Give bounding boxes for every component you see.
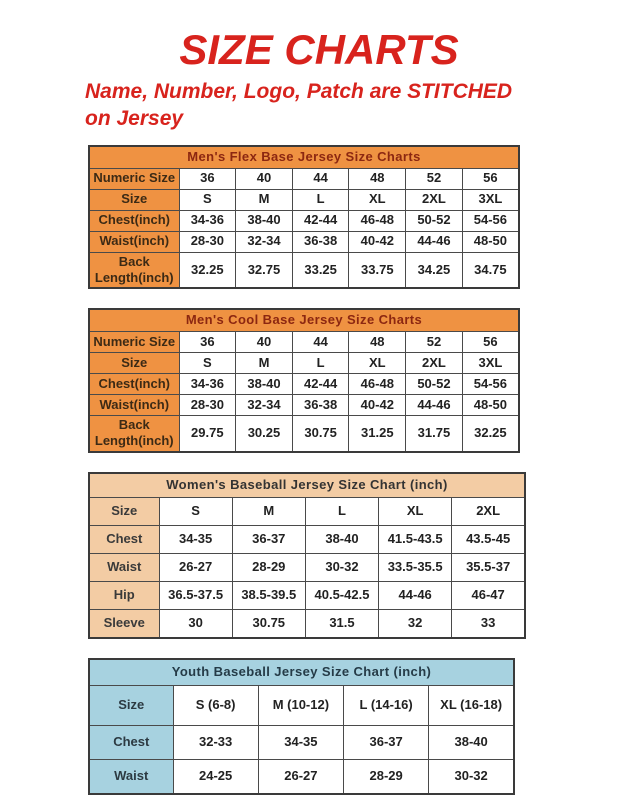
size-value-cell: S xyxy=(159,497,232,525)
table-title-row xyxy=(89,309,519,332)
size-value-cell: 36-38 xyxy=(292,395,349,416)
size-value-cell: 32.25 xyxy=(462,416,519,452)
size-value-cell: 30.75 xyxy=(292,416,349,452)
size-value-cell: 46-47 xyxy=(452,581,525,609)
size-value-cell: XL (16-18) xyxy=(429,685,514,725)
size-value-cell: 38-40 xyxy=(236,210,293,231)
size-value-cell: 31.75 xyxy=(406,416,463,452)
size-table-youth xyxy=(88,658,515,795)
size-value-cell: 34.25 xyxy=(406,252,463,288)
size-value-cell: 36-37 xyxy=(344,725,429,759)
size-value-cell: 48-50 xyxy=(462,395,519,416)
size-value-cell: 52 xyxy=(406,168,463,189)
size-value-cell: 34-35 xyxy=(258,725,343,759)
table-row xyxy=(89,252,519,288)
size-value-cell: 36 xyxy=(179,332,236,353)
size-value-cell: 38.5-39.5 xyxy=(232,581,305,609)
size-value-cell: 26-27 xyxy=(258,759,343,794)
size-value-cell: 46-48 xyxy=(349,374,406,395)
size-value-cell: 28-29 xyxy=(232,553,305,581)
size-value-cell: M (10-12) xyxy=(258,685,343,725)
row-label: Chest xyxy=(89,525,159,553)
size-value-cell: S xyxy=(179,353,236,374)
size-value-cell: 24-25 xyxy=(173,759,258,794)
size-value-cell: M xyxy=(232,497,305,525)
size-value-cell: 40 xyxy=(236,332,293,353)
size-value-cell: 34-36 xyxy=(179,210,236,231)
size-tables-container xyxy=(88,145,638,795)
size-value-cell: 32.25 xyxy=(179,252,236,288)
table-row xyxy=(89,168,519,189)
table-title: Women's Baseball Jersey Size Chart (inch) xyxy=(89,473,525,498)
table-row xyxy=(89,353,519,374)
size-value-cell: 56 xyxy=(462,168,519,189)
size-value-cell: L xyxy=(305,497,378,525)
size-value-cell: 44 xyxy=(292,168,349,189)
size-value-cell: 31.25 xyxy=(349,416,406,452)
size-value-cell: 36.5-37.5 xyxy=(159,581,232,609)
table-row xyxy=(89,525,525,553)
size-table-womens xyxy=(88,472,526,639)
row-label: Hip xyxy=(89,581,159,609)
table-row xyxy=(89,395,519,416)
size-value-cell: 3XL xyxy=(462,189,519,210)
row-label: Chest(inch) xyxy=(89,374,179,395)
size-value-cell: 32.75 xyxy=(236,252,293,288)
size-value-cell: 48 xyxy=(349,332,406,353)
size-value-cell: 28-30 xyxy=(179,231,236,252)
size-value-cell: 54-56 xyxy=(462,374,519,395)
size-value-cell: 40 xyxy=(236,168,293,189)
size-value-cell: 48-50 xyxy=(462,231,519,252)
row-label: Sleeve xyxy=(89,609,159,638)
size-value-cell: 42-44 xyxy=(292,210,349,231)
size-value-cell: 40-42 xyxy=(349,395,406,416)
size-value-cell: 34-36 xyxy=(179,374,236,395)
subtitle-line-1: Name, Number, Logo, Patch are STITCHED xyxy=(85,80,513,103)
size-value-cell: 35.5-37 xyxy=(452,553,525,581)
table-row xyxy=(89,685,514,725)
size-value-cell: L xyxy=(292,189,349,210)
size-value-cell: 44 xyxy=(292,332,349,353)
size-value-cell: 36-38 xyxy=(292,231,349,252)
size-value-cell: M xyxy=(236,353,293,374)
row-label: Waist xyxy=(89,553,159,581)
size-value-cell: 33.5-35.5 xyxy=(379,553,452,581)
row-label: Size xyxy=(89,189,179,210)
row-label: Waist(inch) xyxy=(89,231,179,252)
size-value-cell: 54-56 xyxy=(462,210,519,231)
size-value-cell: 3XL xyxy=(462,353,519,374)
size-value-cell: 41.5-43.5 xyxy=(379,525,452,553)
row-label: Chest xyxy=(89,725,173,759)
table-row xyxy=(89,497,525,525)
table-row xyxy=(89,581,525,609)
size-table-mens-cool xyxy=(88,308,520,453)
table-title-row xyxy=(89,473,525,498)
size-value-cell: 36 xyxy=(179,168,236,189)
row-label: Waist(inch) xyxy=(89,395,179,416)
size-value-cell: 46-48 xyxy=(349,210,406,231)
size-value-cell: 32 xyxy=(379,609,452,638)
size-value-cell: 30.75 xyxy=(232,609,305,638)
size-value-cell: S xyxy=(179,189,236,210)
size-value-cell: 32-34 xyxy=(236,395,293,416)
size-value-cell: 26-27 xyxy=(159,553,232,581)
size-table-mens-flex xyxy=(88,145,520,290)
size-value-cell: 28-30 xyxy=(179,395,236,416)
size-value-cell: 42-44 xyxy=(292,374,349,395)
size-value-cell: 38-40 xyxy=(429,725,514,759)
size-value-cell: 43.5-45 xyxy=(452,525,525,553)
table-row xyxy=(89,416,519,452)
table-row xyxy=(89,332,519,353)
size-value-cell: S (6-8) xyxy=(173,685,258,725)
size-value-cell: 44-46 xyxy=(379,581,452,609)
row-label: Size xyxy=(89,497,159,525)
size-value-cell: 34.75 xyxy=(462,252,519,288)
table-row xyxy=(89,725,514,759)
table-row xyxy=(89,553,525,581)
size-value-cell: 38-40 xyxy=(236,374,293,395)
size-value-cell: XL xyxy=(349,189,406,210)
page-subtitle xyxy=(85,78,578,133)
row-label: Back Length(inch) xyxy=(89,416,179,452)
size-value-cell: 36-37 xyxy=(232,525,305,553)
table-row xyxy=(89,189,519,210)
size-value-cell: L xyxy=(292,353,349,374)
size-value-cell: 40.5-42.5 xyxy=(305,581,378,609)
size-value-cell: 52 xyxy=(406,332,463,353)
row-label: Chest(inch) xyxy=(89,210,179,231)
size-value-cell: 44-46 xyxy=(406,231,463,252)
row-label: Waist xyxy=(89,759,173,794)
size-value-cell: 33 xyxy=(452,609,525,638)
size-value-cell: L (14-16) xyxy=(344,685,429,725)
size-value-cell: 50-52 xyxy=(406,374,463,395)
row-label: Size xyxy=(89,353,179,374)
size-value-cell: 2XL xyxy=(452,497,525,525)
size-value-cell: XL xyxy=(379,497,452,525)
size-value-cell: 2XL xyxy=(406,353,463,374)
size-value-cell: 44-46 xyxy=(406,395,463,416)
size-value-cell: 2XL xyxy=(406,189,463,210)
table-row xyxy=(89,210,519,231)
size-value-cell: 38-40 xyxy=(305,525,378,553)
size-value-cell: 29.75 xyxy=(179,416,236,452)
size-value-cell: 34-35 xyxy=(159,525,232,553)
row-label: Numeric Size xyxy=(89,168,179,189)
size-value-cell: 30-32 xyxy=(305,553,378,581)
size-value-cell: 31.5 xyxy=(305,609,378,638)
size-value-cell: 32-34 xyxy=(236,231,293,252)
size-value-cell: 30-32 xyxy=(429,759,514,794)
row-label: Numeric Size xyxy=(89,332,179,353)
size-value-cell: 30 xyxy=(159,609,232,638)
size-value-cell: 56 xyxy=(462,332,519,353)
size-value-cell: 33.75 xyxy=(349,252,406,288)
subtitle-line-2: on Jersey xyxy=(85,107,184,131)
table-title: Men's Flex Base Jersey Size Charts xyxy=(89,146,519,169)
size-value-cell: 28-29 xyxy=(344,759,429,794)
size-value-cell: 40-42 xyxy=(349,231,406,252)
row-label: Back Length(inch) xyxy=(89,252,179,288)
table-row xyxy=(89,374,519,395)
table-row xyxy=(89,609,525,638)
table-title-row xyxy=(89,146,519,169)
size-value-cell: 32-33 xyxy=(173,725,258,759)
size-value-cell: 30.25 xyxy=(236,416,293,452)
table-title: Men's Cool Base Jersey Size Charts xyxy=(89,309,519,332)
page-title: SIZE CHARTS xyxy=(179,26,459,73)
size-value-cell: 50-52 xyxy=(406,210,463,231)
table-row xyxy=(89,231,519,252)
size-value-cell: 33.25 xyxy=(292,252,349,288)
table-title-row xyxy=(89,659,514,686)
table-title: Youth Baseball Jersey Size Chart (inch) xyxy=(89,659,514,686)
table-row xyxy=(89,759,514,794)
size-value-cell: M xyxy=(236,189,293,210)
row-label: Size xyxy=(89,685,173,725)
size-value-cell: 48 xyxy=(349,168,406,189)
size-value-cell: XL xyxy=(349,353,406,374)
